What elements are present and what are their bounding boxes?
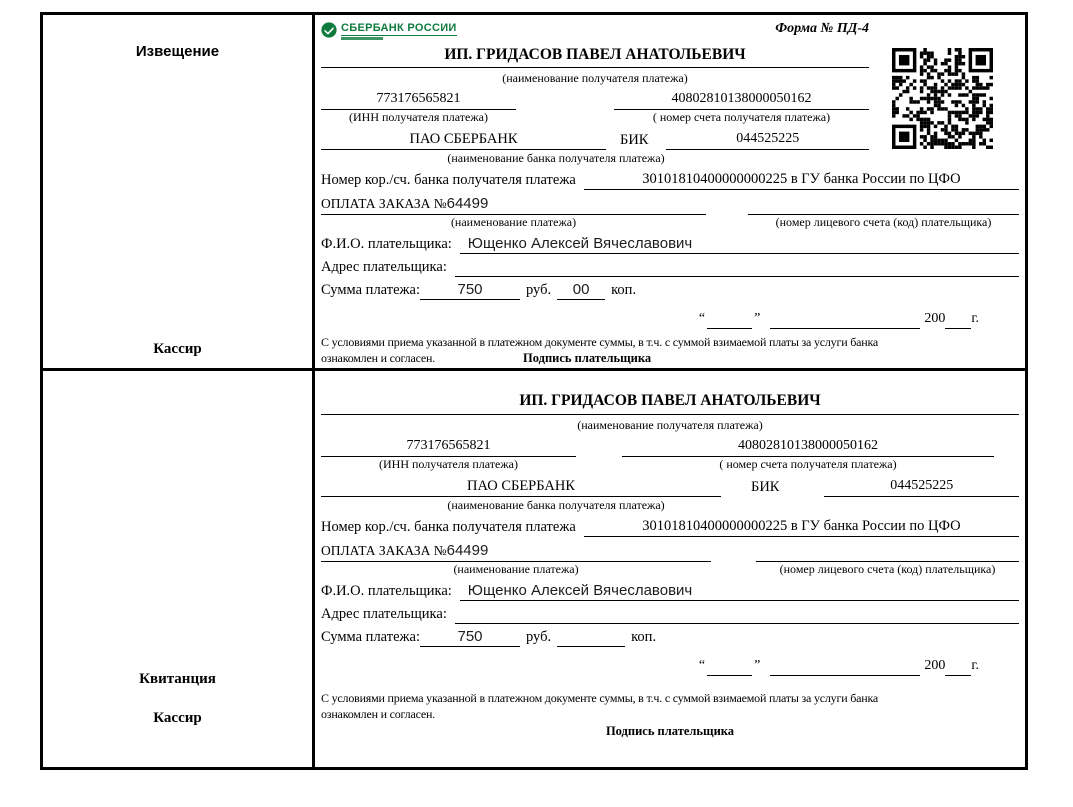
year-prefix: 200: [924, 311, 946, 326]
payer-signature-label: Подпись плательщика: [605, 724, 735, 738]
rub-label: руб.: [526, 629, 552, 645]
sum-label: Сумма платежа:: [321, 282, 420, 298]
receipt-form: [315, 371, 1025, 767]
bik-label: БИК: [751, 479, 780, 495]
quote-close: ”: [754, 311, 761, 326]
order-number: 64499: [446, 542, 489, 559]
payee-inn-label: (ИНН получателя платежа): [349, 110, 488, 124]
payee-inn-value: 773176565821: [321, 436, 576, 457]
payment-name-label: (наименование платежа): [450, 215, 577, 229]
bank-name-label: (наименование банка получателя платежа): [447, 151, 665, 165]
payer-address-label: Адрес плательщика:: [321, 259, 447, 275]
year-field: [945, 328, 971, 329]
personal-account-label: (номер лицевого счета (код) плательщика): [775, 215, 992, 229]
date-day-field: [707, 675, 752, 676]
payer-signature-label: Подпись плательщика: [523, 351, 652, 365]
date-day-field: [707, 328, 752, 329]
sum-kop-value: [557, 646, 625, 647]
payer-address-value: [455, 623, 1019, 624]
payee-account-value: 40802810138000050162: [614, 89, 869, 110]
terms-line2: ознакомлен и согласен.: [321, 351, 436, 365]
payee-inn-value: 773176565821: [321, 89, 516, 110]
notice-cashier-label: Кассир: [153, 341, 202, 357]
year-suffix: г.: [971, 311, 979, 326]
rub-label: руб.: [526, 282, 552, 298]
quote-close: ”: [754, 658, 761, 673]
receipt-stub: [43, 371, 315, 767]
payee-name-label: (наименование получателя платежа): [577, 418, 763, 432]
payee-name: ИП. ГРИДАСОВ ПАВЕЛ АНАТОЛЬЕВИЧ: [444, 46, 746, 63]
quote-open: “: [698, 311, 706, 326]
notice-form: [315, 15, 1025, 368]
notice-stub-title: Извещение: [135, 43, 220, 60]
bank-name-value: ПАО СБЕРБАНК: [321, 129, 606, 150]
payment-purpose-field: [321, 540, 711, 562]
notice-header-block: [321, 20, 869, 68]
date-row: [321, 649, 979, 676]
sberbank-logo-icon: [321, 22, 337, 38]
sberbank-logo: [321, 20, 457, 40]
date-month-field: [770, 328, 920, 329]
payment-form-pd4: [40, 12, 1028, 770]
bik-value: 044525225: [824, 476, 1019, 497]
terms-text: [321, 334, 1019, 366]
personal-account-label: (номер лицевого счета (код) плательщика): [779, 562, 996, 576]
payee-account-value: 40802810138000050162: [622, 436, 994, 457]
qr-code: [892, 48, 993, 149]
notice-stub: [43, 15, 315, 368]
notice-section: [43, 15, 1025, 368]
bik-label: БИК: [620, 132, 649, 148]
payer-address-value: [455, 276, 1019, 277]
bik-value: 044525225: [666, 129, 869, 150]
payment-purpose-text: ОПЛАТА ЗАКАЗА №: [321, 196, 447, 211]
kop-label: коп.: [631, 629, 657, 645]
sum-label: Сумма платежа:: [321, 629, 420, 645]
sum-rub-value: 750: [420, 280, 520, 300]
sum-kop-value: 00: [557, 280, 605, 300]
payee-name-label: (наименование получателя платежа): [502, 71, 688, 85]
terms-line2: ознакомлен и согласен.: [321, 707, 436, 721]
corr-account-value: 30101810400000000225 в ГУ банка России по ЦФО: [584, 169, 1019, 190]
sberbank-logo-text: СБЕРБАНК РОССИИ: [341, 22, 457, 34]
payer-name-value: Ющенко Алексей Вячеславович: [460, 234, 1019, 254]
date-month-field: [770, 675, 920, 676]
terms-text: [321, 690, 1019, 722]
payee-inn-label: (ИНН получателя платежа): [379, 457, 518, 471]
corr-account-label: Номер кор./сч. банка получателя платежа: [321, 172, 576, 188]
terms-line1: С условиями приема указанной в платежном документе суммы, в т.ч. с суммой взимаемой платы за услуги банка: [321, 691, 879, 705]
sum-rub-value: 750: [420, 627, 520, 647]
form-code: Форма № ПД-4: [775, 21, 869, 36]
qr-code-image: [892, 48, 993, 149]
receipt-header-block: [321, 391, 1019, 415]
receipt-cashier-label: Кассир: [153, 710, 202, 726]
kop-label: коп.: [611, 282, 637, 298]
payer-address-label: Адрес плательщика:: [321, 606, 447, 622]
order-number: 64499: [446, 195, 489, 212]
payment-name-label: (наименование платежа): [453, 562, 579, 576]
bank-name-label: (наименование банка получателя платежа): [447, 498, 665, 512]
quote-open: “: [698, 658, 706, 673]
receipt-stub-title: Квитанция: [139, 671, 216, 687]
year-suffix: г.: [971, 658, 979, 673]
year-field: [945, 675, 971, 676]
year-prefix: 200: [924, 658, 946, 673]
payment-purpose-field: [321, 193, 706, 215]
bank-name-value: ПАО СБЕРБАНК: [321, 476, 721, 497]
sberbank-logo-tagline: [341, 37, 383, 40]
terms-line1: С условиями приема указанной в платежном документе суммы, в т.ч. с суммой взимаемой платы за услуги банка: [321, 335, 879, 349]
payer-name-label: Ф.И.О. плательщика:: [321, 236, 452, 252]
date-row: [321, 302, 979, 329]
payer-name-value: Ющенко Алексей Вячеславович: [460, 581, 1019, 601]
corr-account-label: Номер кор./сч. банка получателя платежа: [321, 519, 576, 535]
payee-name: ИП. ГРИДАСОВ ПАВЕЛ АНАТОЛЬЕВИЧ: [519, 392, 821, 409]
corr-account-value: 30101810400000000225 в ГУ банка России по ЦФО: [584, 516, 1019, 537]
payee-account-label: ( номер счета получателя платежа): [719, 457, 897, 471]
payee-account-label: ( номер счета получателя платежа): [652, 110, 831, 124]
payment-purpose-text: ОПЛАТА ЗАКАЗА №: [321, 543, 447, 558]
payer-name-label: Ф.И.О. плательщика:: [321, 583, 452, 599]
receipt-section: [43, 368, 1025, 767]
